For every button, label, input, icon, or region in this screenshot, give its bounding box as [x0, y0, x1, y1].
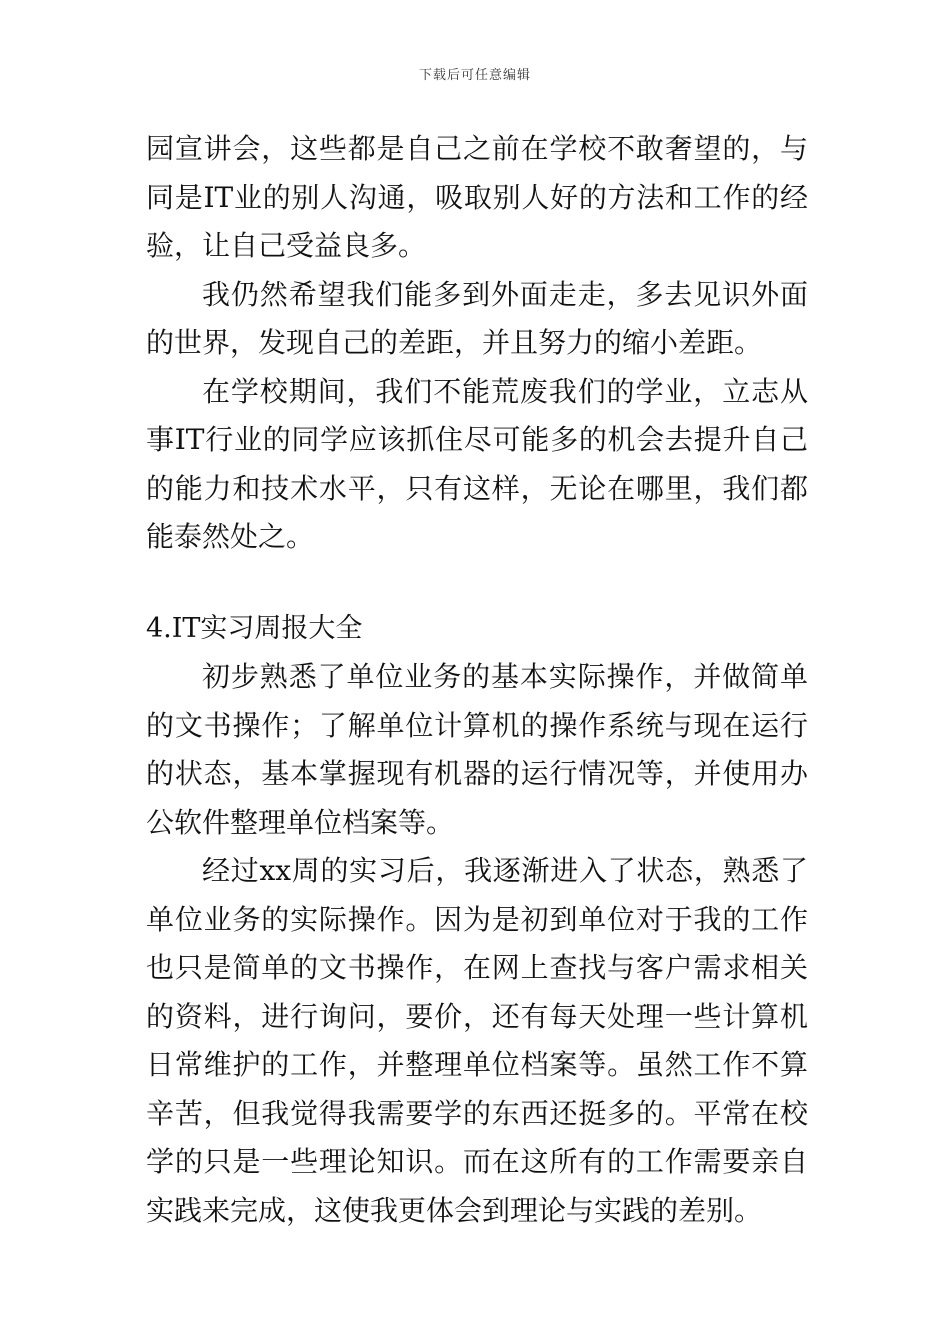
- paragraph-advice: 在学校期间，我们不能荒废我们的学业，立志从事IT行业的同学应该抓住尽可能多的机会去提升自己的能力和技术水平，只有这样，无论在哪里，我们都能泰然处之。: [146, 374, 808, 553]
- paragraph-familiarize: 初步熟悉了单位业务的基本实际操作，并做简单的文书操作；了解单位计算机的操作系统与现在运行的状态，基本掌握现有机器的运行情况等，并使用办公软件整理单位档案等。: [146, 660, 808, 839]
- paragraph-continued: 园宣讲会，这些都是自己之前在学校不敢奢望的，与同是IT业的别人沟通，吸取别人好的方法和工作的经验，让自己受益良多。: [146, 132, 808, 262]
- section-spacer: [146, 562, 808, 605]
- page-header-note: 下载后可任意编辑: [418, 68, 531, 83]
- paragraph-hope: 我仍然希望我们能多到外面走走，多去见识外面的世界，发现自己的差距，并且努力的缩小差距。: [146, 277, 808, 359]
- document-body: [146, 125, 808, 1235]
- paragraph-experience: 经过xx周的实习后，我逐渐进入了状态，熟悉了单位业务的实际操作。因为是初到单位对于我的工作也只是简单的文书操作，在网上查找与客户需求相关的资料，进行询问，要价，还有每天处理一些计算机日常维护的工作，并整理单位档案等。虽然工作不算辛苦，但我觉得我需要学的东西还挺多的。平常在校学的只是一些理论知识。而在这所有的工作需要亲自实践来完成，这使我更体会到理论与实践的差别。: [146, 854, 808, 1227]
- section-heading: 4.IT实习周报大全: [146, 612, 363, 644]
